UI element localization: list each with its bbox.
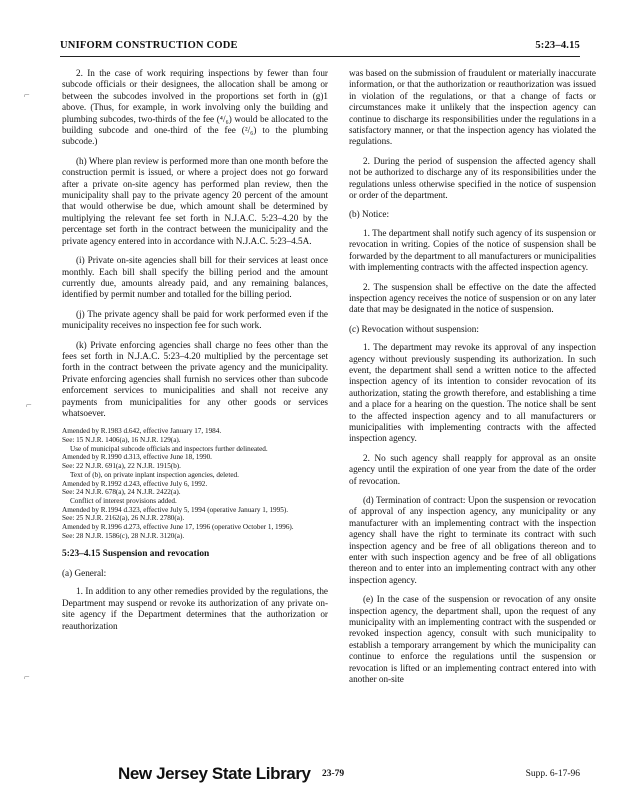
supplement-date: Supp. 6-17-96	[525, 769, 580, 779]
paragraph: 1. In addition to any other remedies provided by the regulations, the Department may suspend or revoke its authorization of any private on-site agency if the Department determines that the authorization or reauthorization	[62, 586, 328, 631]
page-footer	[0, 764, 618, 788]
amend-line: Amended by R.1994 d.323, effective July 5, 1994 (operative January 1, 1995).	[62, 505, 289, 514]
paragraph: 2. The suspension shall be effective on the date the affected inspection agency receives the notice of suspension or on any later date that may be designated in the notice of suspension.	[349, 281, 596, 315]
header-title: UNIFORM CONSTRUCTION CODE	[60, 40, 238, 51]
amend-line: See: 22 N.J.R. 691(a), 22 N.J.R. 1915(b).	[62, 462, 181, 471]
amendment-history	[62, 427, 328, 540]
amend-line: Amended by R.1983 d.642, effective January 17, 1984.	[62, 427, 222, 436]
library-stamp: New Jersey State Library	[118, 764, 311, 783]
paragraph: (e) In the case of the suspension or revocation of any onsite inspection agency, the department shall, upon the request of any municipality with an implementing contract with the suspended or revoked inspection agency, consult with such municipality to establish a temporary arrangement by which the municipality can continue to enforce the regulations until the suspension or revocation is lifted or an implementing contract entered into with another on-site	[349, 594, 596, 685]
running-header	[60, 40, 580, 57]
paragraph: 2. During the period of suspension the affected agency shall not be authorized to discharge any of its responsibilities under the regulations unless otherwise specified in the notice of suspension or order of the department.	[349, 155, 596, 201]
header-section: 5:23–4.15	[535, 40, 580, 51]
amend-line: Amended by R.1992 d.243, effective July 6, 1992.	[62, 479, 208, 488]
paragraph: 2. In the case of work requiring inspections by fewer than four subcode officials or their designees, the allocation shall be among or between the subcodes involved in the proportions set forth in (g)1 above. (Thus, for example, in work involving only the building and plumbing subcodes, two-thirds of the fee (⁴/₆) would be allocated to the building subcode and one-third of the fee (²/₆) to the plumbing subcode.)	[62, 68, 328, 147]
paragraph: 1. The department may revoke its approval of any inspection agency without previously suspending its authorization. In such event, the department shall send a written notice to the affected inspection agency of its intention to consider revocation of its authorization, stating the growth therefore, and establishing a time and a place for a hearing on the question. The notice shall be sent to the affected inspection agency and to all manufacturers or municipalities with implementing contracts with the affected inspection agency.	[349, 342, 596, 444]
amend-line: See: 15 N.J.R. 1406(a), 16 N.J.R. 129(a).	[62, 436, 181, 445]
paragraph: was based on the submission of fraudulent or materially inaccurate information, or that the authorization or reauthorization was issued in violation of the regulations, or that a change of facts or circumstances make it unlikely that the inspection agency can continue to discharge its responsibilities under the regulations in a satisfactory manner, or that the inspection agency has violated the regulations.	[349, 68, 596, 147]
amend-line: See: 24 N.J.R. 678(a), 24 N.J.R. 2422(a).	[62, 488, 181, 497]
amend-line: Amended by R.1996 d.273, effective June 17, 1996 (operative October 1, 1996).	[62, 523, 294, 532]
subheading: (a) General:	[62, 567, 107, 578]
subheading: (b) Notice:	[349, 209, 390, 220]
left-column	[62, 68, 328, 640]
amend-line: Text of (b), on private inplant inspection agencies, deleted.	[70, 470, 239, 479]
margin-mark: ⌐	[26, 400, 32, 411]
paragraph: 1. The department shall notify such agency of its suspension or revocation in writing. Copies of the notice of suspension shall be forwarded by the department to all manufacturers or municipalities with implementing contracts with the affected inspection agency.	[349, 227, 596, 273]
margin-mark: ⌐	[24, 672, 30, 683]
amend-line: See: 25 N.J.R. 2162(a), 26 N.J.R. 2780(a).	[62, 514, 185, 523]
paragraph: (j) The private agency shall be paid for work performed even if the municipality receives no inspection fee for such work.	[62, 308, 328, 331]
paragraph: (k) Private enforcing agencies shall charge no fees other than the fees set forth in N.J.A.C. 5:23–4.20 multiplied by the percentage set forth in the contract between the private agency and the municipality. Private enforcing agencies shall furnish no services other than subcode enforcement services to municipalities and shall not receive any payments from municipalities for any other goods or services whatsoever.	[62, 339, 328, 418]
section-title: 5:23–4.15 Suspension and revocation	[62, 548, 210, 559]
amend-line: See: 28 N.J.R. 1586(c), 28 N.J.R. 3120(a).	[62, 531, 185, 540]
amend-line: Conflict of interest provisions added.	[70, 497, 177, 505]
subheading: (c) Revocation without suspension:	[349, 323, 479, 334]
paragraph: (h) Where plan review is performed more than one month before the construction permit is issued, or where a project does not go forward after a private on-site agency has performed plan review, then the municipality shall pay to the private agency 20 percent of the amount that would otherwise be due, which amount shall be determined by multiplying the relevant fee set forth in N.J.A.C. 5:23–4.20 by the percentage set forth in the contract between the municipality and the private agency entered into in accordance with N.J.A.C. 5:23–4.5A.	[62, 155, 328, 246]
margin-mark: ⌐	[24, 90, 30, 101]
paragraph: (d) Termination of contract: Upon the suspension or revocation of approval of any inspection agency, any municipality or any manufacturer with an implementing contract with the inspection agency shall have the right to terminate its contract with such inspection agency and be free of all obligations thereon and to enter with such inspection agency and be free of all obligations thereon and to enter into an implementing contract with any other inspection agency.	[349, 495, 596, 585]
right-column	[349, 68, 596, 694]
paragraph: (i) Private on-site agencies shall bill for their services at least once monthly. Each bill shall specify the billing period and the amount currently due, amounts already paid, and any remaining balances, identified by permit number and totalled for the billing period.	[62, 255, 328, 300]
amend-line: Use of municipal subcode officials and inspectors further delineated.	[70, 444, 268, 453]
page-number: 23-79	[322, 769, 345, 779]
paragraph: 2. No such agency shall reapply for approval as an onsite agency until the expiration of one year from the date of the order of revocation.	[349, 452, 596, 486]
amend-line: Amended by R.1990 d.313, effective June 18, 1990.	[62, 453, 212, 462]
